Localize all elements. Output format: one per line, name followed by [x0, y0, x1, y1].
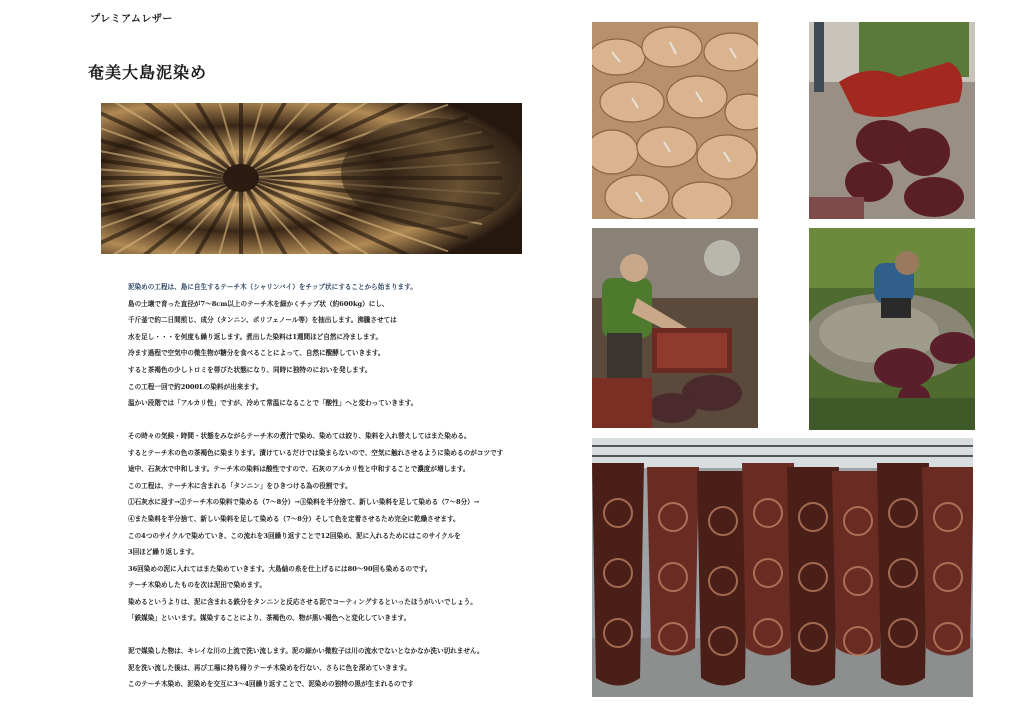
mud-field-dyeing-image	[809, 228, 975, 430]
brand-label: プレミアムレザー	[90, 14, 173, 25]
text-line: 途中、石灰水で中和します。テーチ木の染料は酸性ですので、石灰のアルカリ性と中和することで濃度が増します。	[128, 465, 470, 474]
text-line: 温かい段階では「アルカリ性」ですが、冷めて常温になることで「酸性」へと変わっていきます。	[128, 399, 418, 408]
red-hands-dyeing-image	[809, 22, 975, 219]
text-line: ④また染料を半分捨て、新しい染料を足して染める（7～8分）そして色を定着させるため完全に乾燥させます。	[128, 514, 460, 523]
text-line: この4つのサイクルで染めていき、この流れを3回繰り返すことで12回染め、泥に入れるためにはこのサイクルを	[128, 531, 461, 540]
tie-dye-hero-image	[101, 103, 522, 254]
page-title: 奄美大島泥染め	[88, 63, 208, 82]
craftsman-dye-vat-image	[592, 228, 758, 428]
text-line: 水を足し・・・を何度も繰り返します。煮出した染料は1週間ほど自然に冷まします。	[128, 332, 383, 341]
text-line: 冷ます過程で空気中の微生物が糖分を食べることによって、自然に醗酵していきます。	[128, 349, 385, 358]
body-text	[128, 279, 548, 693]
text-line: テーチ木染めしたものを次は泥田で染めます。	[128, 581, 266, 590]
text-line: 泥で媒染した物は、キレイな川の上流で洗い流します。泥の細かい微粒子は川の流水でないとなかなか洗い切れません。	[128, 647, 484, 656]
text-line: するとテーチ木の色の茶褐色に染まります。漬けているだけでは染まらないので、空気に触れさせるように染めるのがコツです	[128, 448, 504, 457]
text-line: この工程は、テーチ木に含まれる「タンニン」をひきつける為の役割です。	[128, 481, 352, 490]
text-line: 千斤釜で約二日間煎じ、成分（タンニン、ポリフェノール等）を抽出します。沸騰させては	[128, 316, 397, 325]
paragraph-1	[128, 279, 548, 412]
text-line: すると茶褐色の少しトロミを帯びた状態になり、同時に独特のにおいを発します。	[128, 365, 372, 374]
text-line: 「鉄媒染」といいます。媒染することにより、茶褐色の、物が黒い褐色へと変化していきます。	[128, 614, 411, 623]
text-line: 染めるというよりは、泥に含まれる鉄分をタンニンと反応させる泥でコーティングするといったほうがいいでしょう。	[128, 597, 477, 606]
text-line: このテーチ木染め、泥染めを交互に3～4回繰り返すことで、泥染めの独特の黒が生まれるのです	[128, 680, 414, 689]
text-line: 泥を洗い流した後は、再び工場に持ち帰りテーチ木染めを行ない、さらに色を深めていきます。	[128, 663, 412, 672]
text-line: 泥染めの工程は、島に自生するテーチ木（シャリンバイ）をチップ状にすることから始まります。	[128, 283, 417, 291]
bundled-leather-image	[592, 22, 758, 219]
paragraph-2	[128, 428, 548, 627]
paragraph-3	[128, 643, 548, 693]
text-line: この工程一回で約2000Lの染料が出来ます。	[128, 382, 263, 391]
text-line: ①石灰水に浸す→②テーチ木の染料で染める（7～8分）→③染料を半分捨て、新しい染料を足して染める（7～8分）→	[128, 498, 480, 507]
text-line: 島の土壌で育った直径が7～8cm以上のテーチ木を細かくチップ状（約600kg）にし、	[128, 299, 389, 308]
text-line: 3回ほど繰り返します。	[128, 548, 198, 557]
text-line: その時々の気候・時間・状態をみながらテーチ木の煮汁で染め、染めては絞り、染料を入れ替えしてはまた染める。	[128, 431, 471, 440]
text-line: 36回染めの泥に入れてはまた染めていきます。大島紬の糸を仕上げるには80～90回も染めるのです。	[128, 564, 432, 573]
hanging-dyed-hides-image	[592, 438, 973, 697]
